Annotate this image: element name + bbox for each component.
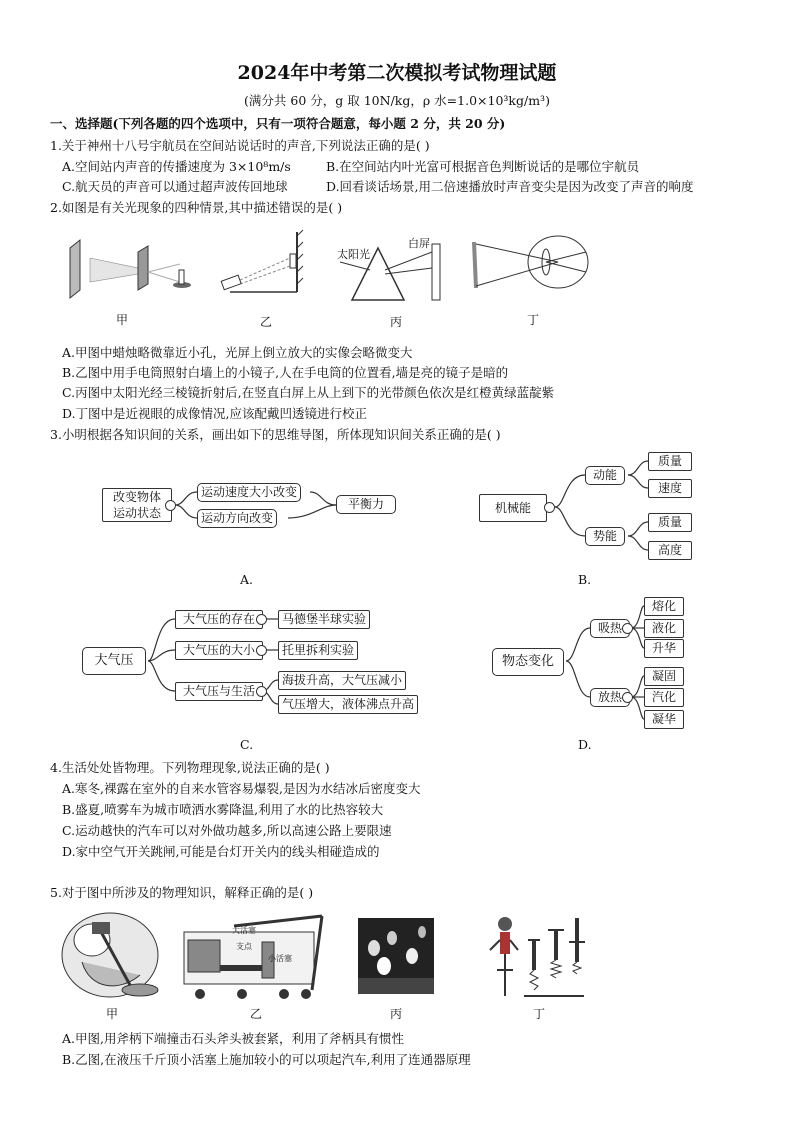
map-b-height: 高度 (648, 541, 692, 560)
q2-fig-label-jia: 甲 (115, 313, 128, 327)
q1-stem: 1.关于神州十八号宇航员在空间站说话时的声音,下列说法正确的是( ) (50, 138, 430, 153)
map-b-label: B. (578, 572, 592, 587)
map-c-branch-life: 大气压与生活 (175, 682, 263, 701)
q5-stem: 5.对于图中所涉及的物理知识，解释正确的是( ) (50, 885, 314, 900)
map-d-solidification: 凝固 (644, 667, 684, 686)
axe-figure (62, 913, 158, 997)
map-d-deposition: 凝华 (644, 710, 684, 729)
q1-option-a: A.空间站内声音的传播速度为 3×10⁸m/s (62, 159, 291, 174)
exam-conditions: (满分共 60 分，g 取 10N/kg，ρ 水=1.0×10³kg/m³) (244, 93, 550, 108)
q2-option-a: A.甲图中蜡烛略微靠近小孔，光屏上倒立放大的实像会略微变大 (62, 345, 413, 360)
map-a-leaf: 平衡力 (336, 495, 396, 514)
screen-label: 白屏 (408, 237, 430, 250)
q4-option-a: A.寒冬,裸露在室外的自来水管容易爆裂,是因为水结冰后密度变大 (62, 781, 421, 796)
q4-stem: 4.生活处处皆物理。下列物理现象,说法正确的是( ) (50, 760, 330, 775)
map-c-boiling: 气压增大，液体沸点升高 (278, 695, 418, 714)
q5-fig-label-jia: 甲 (105, 1007, 118, 1021)
map-d-liquefaction: 液化 (644, 619, 684, 638)
map-a-root-line1: 改变物体 (112, 490, 161, 504)
map-d-root: 物态变化 (492, 648, 564, 676)
page-title: 2024年中考第二次模拟考试物理试题 (237, 62, 557, 84)
q5-fig-label-yi: 乙 (249, 1007, 262, 1021)
q4-option-d: D.家中空气开关跳闸,可能是台灯开关内的线头相碰造成的 (62, 844, 380, 859)
map-b-kinetic: 动能 (585, 466, 625, 485)
map-d-melting: 熔化 (644, 597, 684, 616)
map-c-root: 大气压 (82, 647, 146, 675)
q2-option-b: B.乙图中用手电筒照射白墙上的小镜子,人在手电筒的位置看,墙是亮的镜子是暗的 (62, 365, 509, 380)
map-a-label: A. (240, 572, 254, 587)
q4-option-c: C.运动越快的汽车可以对外做功越多,所以高速公路上要限速 (62, 823, 392, 838)
map-b-speed: 速度 (648, 479, 692, 498)
map-d-absorb: 吸热 (590, 619, 630, 638)
pogo-stick-figure (490, 917, 585, 996)
q5-fig-label-bing: 丙 (389, 1007, 402, 1021)
sky-lantern-figure (358, 918, 434, 994)
jack-label-fulcrum: 支点 (236, 942, 252, 951)
section-heading: 一、选择题(下列各题的四个选项中，只有一项符合题意，每小题 2 分，共 20 分) (50, 116, 506, 131)
map-d-label: D. (578, 737, 592, 752)
jack-label-large-piston: 大活塞 (232, 926, 256, 935)
map-a-root-line2: 运动状态 (112, 506, 161, 520)
q2-fig-label-bing: 丙 (389, 315, 402, 329)
map-c-branch-magnitude: 大气压的大小 (175, 641, 263, 660)
map-b-root: 机械能 (479, 494, 547, 522)
map-c-branch-existence: 大气压的存在 (175, 610, 263, 629)
q5-fig-label-ding: 丁 (532, 1007, 545, 1021)
map-b-mass-2: 质量 (648, 513, 692, 532)
q2-option-d: D.丁图中是近视眼的成像情况,应该配戴凹透镜进行校正 (62, 406, 368, 421)
q5-option-a: A.甲图,用斧柄下端撞击石头斧头被套紧，利用了斧柄具有惯性 (62, 1031, 404, 1046)
map-c-magdeburg: 马德堡半球实验 (278, 610, 370, 629)
q2-stem: 2.如图是有关光现象的四种情景,其中描述错误的是( ) (50, 200, 343, 215)
jack-label-small-piston: 小活塞 (268, 954, 292, 963)
q1-option-b: B.在空间站内叶光富可根据音色判断说话的是哪位宇航员 (326, 159, 640, 174)
map-a-branch-direction: 运动方向改变 (197, 509, 277, 528)
sunlight-label: 太阳光 (337, 248, 370, 261)
map-d-sublimation: 升华 (644, 639, 684, 658)
map-b-mass-1: 质量 (648, 452, 692, 471)
map-c-label: C. (240, 737, 254, 752)
map-d-vaporization: 汽化 (644, 688, 684, 707)
q1-option-d: D.回看谈话场景,用二倍速播放时声音变尖是因为改变了声音的响度 (326, 179, 694, 194)
map-c-altitude: 海拔升高，大气压减小 (278, 671, 406, 690)
map-a-branch-speed: 运动速度大小改变 (197, 483, 301, 502)
q5-option-b: B.乙图,在液压千斤顶小活塞上施加较小的可以项起汽车,利用了连通器原理 (62, 1052, 471, 1067)
q2-fig-label-yi: 乙 (259, 315, 272, 329)
map-c-torricelli: 托里拆利实验 (278, 641, 358, 660)
q2-option-c: C.丙图中太阳光经三棱镜折射后,在竖直白屏上从上到下的光带颜色依次是红橙黄绿蓝靛紫 (62, 385, 555, 400)
map-b-potential: 势能 (585, 527, 625, 546)
q4-option-b: B.盛夏,喷雾车为城市喷洒水雾降温,利用了水的比热容较大 (62, 802, 384, 817)
map-d-release: 放热 (590, 688, 630, 707)
q2-fig-label-ding: 丁 (526, 313, 539, 327)
q1-option-c: C.航天员的声音可以通过超声波传回地球 (62, 179, 288, 194)
q3-stem: 3.小明根据各知识间的关系，画出如下的思维导图，所体现知识间关系正确的是( ) (50, 427, 501, 442)
